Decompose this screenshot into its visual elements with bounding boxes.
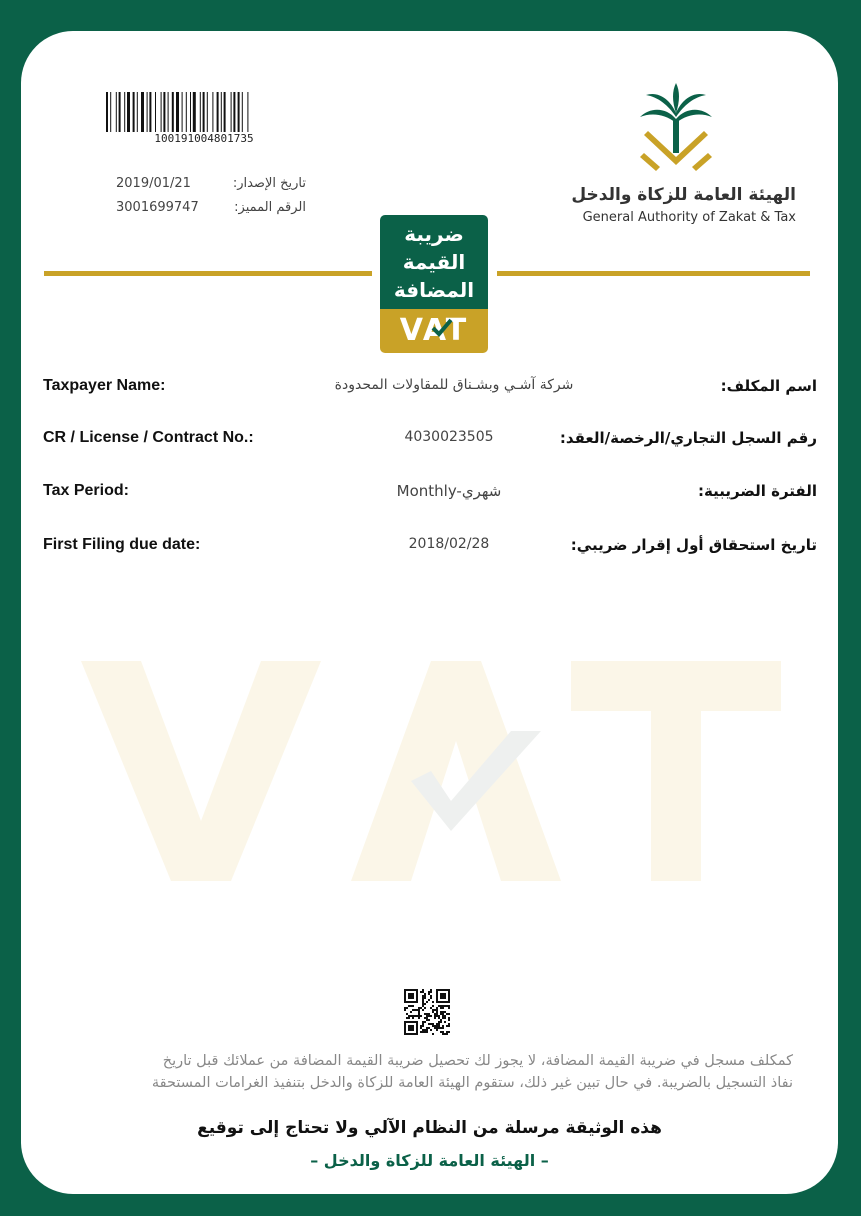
taxpayer-name-value: شركة آشـي وبشـناق للمقاولات المحدودة	[334, 377, 574, 393]
unique-id-value: 3001699747	[116, 200, 199, 215]
first-filing-value: 2018/02/28	[408, 536, 490, 552]
authority-name-en: General Authority of Zakat & Tax	[582, 210, 796, 225]
cr-number-value: 4030023505	[404, 429, 494, 445]
cr-number-label-ar: رقم السجل التجاري/الرخصة/العقد:	[559, 429, 817, 447]
vat-watermark-icon	[71, 631, 791, 891]
authority-logo	[566, 83, 796, 233]
notice-line-1: كمكلف مسجل في ضريبة القيمة المضافة، لا يجوز لك تحصيل ضريبة القيمة المضافة من عملائك قبل تاريخ	[162, 1053, 793, 1069]
vat-badge-label: VAT	[380, 309, 488, 353]
first-filing-row	[43, 536, 817, 566]
issue-date-value: 2019/01/21	[116, 176, 191, 191]
taxpayer-name-label-en: Taxpayer Name:	[43, 377, 166, 394]
tax-period-value: Monthly-شهري	[396, 482, 502, 500]
qr-code-icon	[404, 989, 450, 1035]
gold-divider-right	[497, 271, 810, 276]
barcode-bars	[106, 92, 302, 132]
cr-number-row	[43, 429, 817, 459]
barcode-number: 100191004801735	[106, 132, 302, 146]
first-filing-label-en: First Filing due date:	[43, 536, 201, 553]
footer-authority: – الهيئة العامة للزكاة والدخل –	[310, 1151, 549, 1170]
vat-badge-line1: ضريبة	[404, 222, 464, 246]
certificate-card	[21, 31, 838, 1194]
barcode	[106, 92, 302, 146]
notice-line-2: نفاذ التسجيل بالضريبة. في حال تبين غير ذلك، ستقوم الهيئة العامة للزكاة والدخل بتنفيذ الغرامات المستحقة	[151, 1075, 793, 1091]
tax-period-label-en: Tax Period:	[43, 482, 129, 499]
first-filing-label-ar: تاريخ استحقاق أول إقرار ضريبي:	[570, 536, 817, 554]
taxpayer-name-row	[43, 377, 817, 407]
palm-logo-icon	[638, 83, 714, 179]
gold-divider-left	[44, 271, 372, 276]
issue-date-label: تاريخ الإصدار:	[232, 176, 306, 191]
unique-id-label: الرقم المميز:	[234, 200, 306, 215]
cr-number-label-en: CR / License / Contract No.:	[43, 429, 254, 446]
tax-period-label-ar: الفترة الضريبية:	[698, 482, 817, 500]
checkmark-icon	[430, 315, 454, 339]
issue-meta	[116, 172, 306, 220]
authority-name-ar: الهيئة العامة للزكاة والدخل	[571, 185, 796, 205]
taxpayer-name-label-ar: اسم المكلف:	[720, 377, 817, 395]
vat-badge	[380, 215, 488, 353]
vat-badge-line2: القيمة	[402, 250, 466, 274]
tax-period-row	[43, 482, 817, 512]
vat-badge-green	[380, 215, 488, 309]
footer-statement: هذه الوثيقة مرسلة من النظام الآلي ولا تحتاج إلى توقيع	[197, 1118, 662, 1138]
vat-badge-line3: المضافة	[393, 278, 475, 302]
